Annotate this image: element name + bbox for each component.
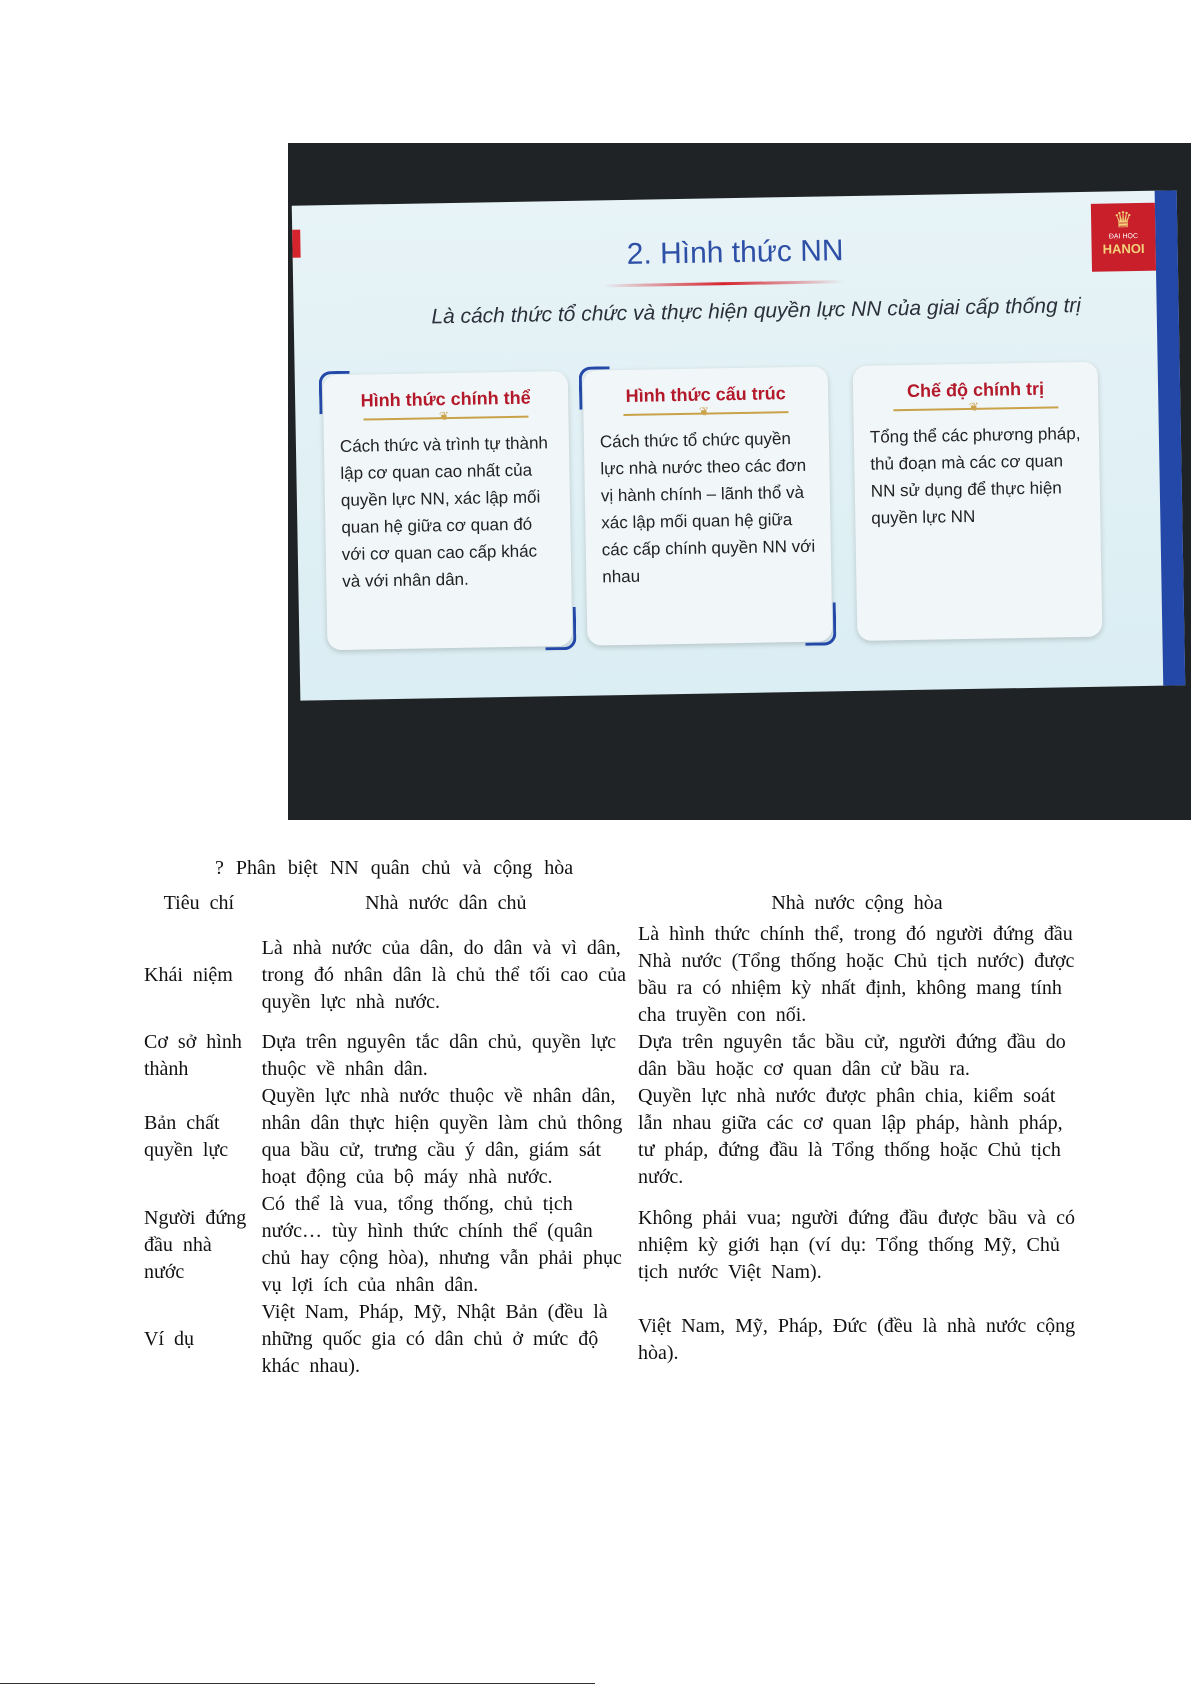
- page-bottom-rule: [0, 1683, 595, 1684]
- card-body: Cách thức tổ chức quyền lực nhà nước theo các đơn vị hành chính – lãnh thổ và xác lập mối quan hệ giữa các cấp chính quyền NN với nhau: [599, 429, 816, 587]
- slide-photo: [288, 143, 1191, 820]
- card-body: Cách thức và trình tự thành lập cơ quan cao nhất của quyền lực NN, xác lập mối quan hệ giữa cơ quan đó với cơ quan cao cấp khác và với nhân dân.: [339, 433, 549, 591]
- slide-side-bar: [1155, 190, 1186, 685]
- logo-crest-icon: ♛: [1113, 207, 1134, 233]
- comparison-table: [140, 885, 1080, 1380]
- table-row: [140, 1029, 1080, 1083]
- logo-small-text: ĐẠI HỌC: [1108, 232, 1139, 241]
- slide: [292, 190, 1186, 700]
- card-body: Tổng thể các phương pháp, thủ đoạn mà các cơ quan NN sử dụng để thực hiện quyền lực NN: [869, 424, 1081, 528]
- table-cell: Dựa trên nguyên tắc dân chủ, quyền lực thuộc về nhân dân.: [261, 1031, 617, 1080]
- ornament-divider: [623, 411, 788, 416]
- table-row: [140, 1299, 1080, 1380]
- title-divider: [603, 280, 843, 287]
- table-cell: Ví dụ: [144, 1328, 194, 1350]
- card-title: Hình thức chính thể: [360, 387, 531, 411]
- table-cell: Là nhà nước của dân, do dân và vì dân, trong đó nhân dân là chủ thể tối cao của quyền lực nhà nước.: [261, 936, 627, 1013]
- question-text: ? Phân biệt NN quân chủ và cộng hòa: [215, 857, 574, 879]
- slide-title: 2. Hình thức NN: [626, 234, 844, 271]
- table-row: [140, 1191, 1080, 1299]
- card-title: Hình thức cấu trúc: [625, 383, 786, 406]
- card-cau-truc: [583, 366, 833, 645]
- table-cell: Không phải vua; người đứng đầu được bầu và có nhiệm kỳ giới hạn (ví dụ: Tổng thống Mỹ, Chủ tịch nước Việt Nam).: [638, 1206, 1075, 1283]
- header-cell: Nhà nước dân chủ: [365, 891, 527, 914]
- header-cell: Nhà nước cộng hòa: [771, 891, 943, 914]
- table-cell: Người đứng đầu nhà nước: [144, 1206, 247, 1283]
- slide-subtitle: Là cách thức tổ chức và thực hiện quyền lực NN của giai cấp thống trị: [431, 294, 1082, 329]
- table-row: [140, 921, 1080, 1029]
- table-cell: Dựa trên nguyên tắc bầu cử, người đứng đầu do dân bầu hoặc cơ quan dân cử bầu ra.: [638, 1031, 1066, 1080]
- table-cell: Là hình thức chính thể, trong đó người đứng đầu Nhà nước (Tổng thống hoặc Chủ tịch nước) được bầu ra có nhiệm kỳ nhất định, không mang tính cha truyền con nối.: [638, 923, 1075, 1026]
- table-row: [140, 1083, 1080, 1191]
- card-chinh-the: [323, 371, 573, 650]
- table-header-row: [140, 885, 1080, 921]
- table-cell: Quyền lực nhà nước được phân chia, kiểm soát lẫn nhau giữa các cơ quan lập pháp, hành pháp, tư pháp, đứng đầu là Tổng thống hoặc Chủ tịch nước.: [638, 1085, 1063, 1188]
- table-cell: Có thể là vua, tổng thống, chủ tịch nước… tùy hình thức chính thể (quân chủ hay cộng hòa), nhưng vẫn phải phục vụ lợi ích của nhân dân.: [261, 1193, 622, 1296]
- table-cell: Bản chất quyền lực: [144, 1112, 229, 1161]
- logo-word: HANOI: [1102, 240, 1145, 257]
- card-title: Chế độ chính trị: [906, 378, 1045, 402]
- table-cell: Việt Nam, Mỹ, Pháp, Đức (đều là nhà nước cộng hòa).: [638, 1314, 1076, 1364]
- table-cell: Khái niệm: [144, 963, 233, 986]
- table-cell: Cơ sở hình thành: [144, 1031, 242, 1080]
- table-cell: Việt Nam, Pháp, Mỹ, Nhật Bản (đều là những quốc gia có dân chủ ở mức độ khác nhau).: [261, 1301, 608, 1377]
- ornament-divider: [363, 416, 528, 421]
- card-che-do-chinh-tri: [853, 362, 1103, 641]
- header-cell: Tiêu chí: [163, 891, 235, 914]
- table-cell: Quyền lực nhà nước thuộc về nhân dân, nhân dân thực hiện quyền làm chủ thông qua bầu cử, trưng cầu ý dân, giám sát hoạt động của bộ máy nhà nước.: [261, 1085, 623, 1188]
- ornament-divider: [893, 406, 1058, 411]
